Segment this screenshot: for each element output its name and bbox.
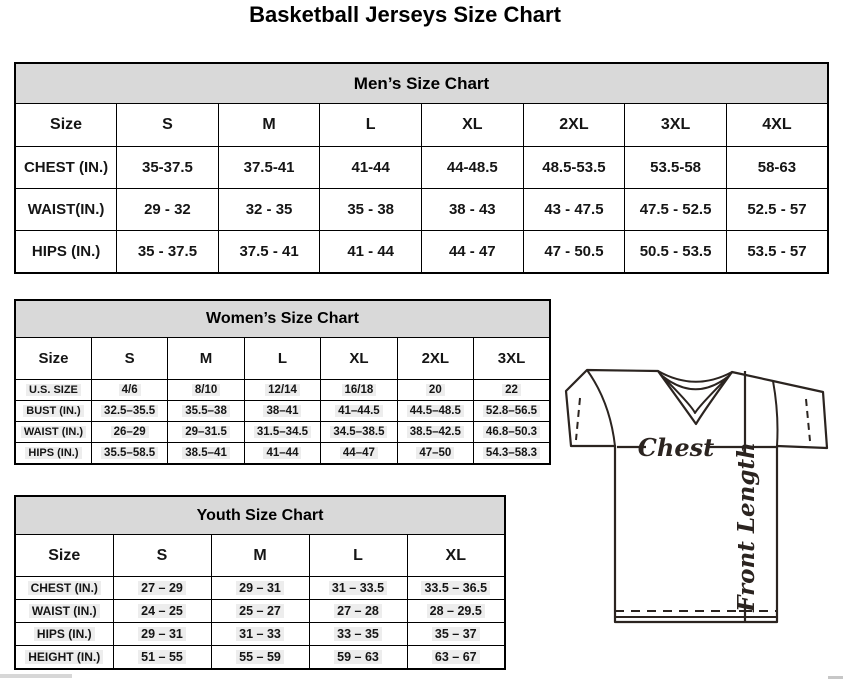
measurement-row — [15, 401, 550, 422]
measurement-value-text: 41–44 — [263, 447, 301, 459]
measurement-value — [321, 380, 397, 401]
size-column-header: 4XL — [726, 104, 828, 147]
measurement-value-text: 38 - 43 — [448, 201, 496, 218]
measurement-value — [625, 189, 727, 231]
measurement-label-text: CHEST (IN.) — [28, 581, 101, 595]
measurement-value — [244, 443, 320, 465]
size-header-row — [15, 338, 550, 380]
measurement-label-text: WAIST(IN.) — [27, 201, 105, 218]
measurement-value-text: 38.5–41 — [182, 447, 230, 459]
measurement-label — [15, 600, 113, 623]
measurement-value-text: 55 – 59 — [236, 650, 284, 664]
measurement-value — [244, 401, 320, 422]
measurement-value — [211, 623, 309, 646]
measurement-row — [15, 443, 550, 465]
measurement-row — [15, 422, 550, 443]
size-column-header: 3XL — [625, 104, 727, 147]
measurement-value-text: 29 – 31 — [138, 627, 186, 641]
measurement-value — [113, 623, 211, 646]
measurement-label-text: U.S. SIZE — [26, 384, 81, 396]
measurement-value — [168, 443, 244, 465]
measurement-value-text: 46.8–50.3 — [483, 426, 540, 438]
measurement-value-text: 27 – 28 — [334, 604, 382, 618]
measurement-value — [320, 189, 422, 231]
measurement-value — [422, 231, 524, 274]
measurement-value — [397, 422, 473, 443]
measurement-value — [321, 443, 397, 465]
measurement-label — [15, 623, 113, 646]
table-title-row — [15, 496, 505, 535]
size-column-header: S — [91, 338, 167, 380]
measurement-value — [523, 231, 625, 274]
measurement-value — [726, 231, 828, 274]
measurement-label-text: CHEST (IN.) — [23, 159, 109, 176]
measurement-value-text: 47 - 50.5 — [544, 243, 604, 260]
measurement-value — [309, 600, 407, 623]
measurement-label — [15, 401, 91, 422]
measurement-label — [15, 422, 91, 443]
measurement-value — [244, 422, 320, 443]
measurement-label — [15, 231, 117, 274]
measurement-value-text: 29–31.5 — [182, 426, 230, 438]
measurement-value-text: 27 – 29 — [138, 581, 186, 595]
table-title: Women’s Size Chart — [15, 300, 550, 338]
measurement-value — [91, 422, 167, 443]
measurement-value-text: 43 - 47.5 — [544, 201, 604, 218]
measurement-value-text: 22 — [502, 384, 521, 396]
measurement-row — [15, 231, 828, 274]
measurement-value — [726, 147, 828, 189]
measurement-value-text: 31 – 33.5 — [329, 581, 387, 595]
measurement-value-text: 33.5 – 36.5 — [421, 581, 490, 595]
measurement-value — [625, 147, 727, 189]
size-column-header: S — [117, 104, 219, 147]
table-title-row — [15, 63, 828, 104]
measurement-value-text: 52.8–56.5 — [483, 405, 540, 417]
measurement-row — [15, 147, 828, 189]
measurement-value-text: 50.5 - 53.5 — [639, 243, 712, 260]
measurement-value-text: 47.5 - 52.5 — [639, 201, 712, 218]
measurement-value-text: 48.5-53.5 — [542, 159, 606, 176]
measurement-row — [15, 380, 550, 401]
measurement-label-text: HIPS (IN.) — [34, 627, 95, 641]
measurement-value-text: 38.5–42.5 — [407, 426, 464, 438]
measurement-value-text: 16/18 — [342, 384, 377, 396]
measurement-value — [474, 443, 550, 465]
measurement-value — [113, 646, 211, 670]
chest-label: Chest — [637, 433, 715, 462]
table-title: Youth Size Chart — [15, 496, 505, 535]
size-header-row — [15, 104, 828, 147]
measurement-label-text: WAIST (IN.) — [21, 426, 86, 438]
measurement-value-text: 41–44.5 — [335, 405, 383, 417]
measurement-value — [309, 577, 407, 600]
measurement-value-text: 29 - 32 — [144, 201, 191, 218]
measurement-value-text: 59 – 63 — [334, 650, 382, 664]
measurement-value-text: 33 – 35 — [334, 627, 382, 641]
size-column-header: 2XL — [523, 104, 625, 147]
measurement-value — [113, 600, 211, 623]
measurement-value-text: 63 – 67 — [432, 650, 480, 664]
measurement-value-text: 24 – 25 — [138, 604, 186, 618]
measurement-value-text: 29 – 31 — [236, 581, 284, 595]
measurement-value-text: 47–50 — [416, 447, 454, 459]
size-label-cell: Size — [15, 535, 113, 577]
measurement-label-text: HIPS (IN.) — [31, 243, 101, 260]
measurement-label — [15, 380, 91, 401]
measurement-label-text: HIPS (IN.) — [25, 447, 81, 459]
size-column-header: M — [168, 338, 244, 380]
measurement-value-text: 12/14 — [265, 384, 300, 396]
measurement-value-text: 58-63 — [757, 159, 797, 176]
youth-size-chart — [14, 495, 506, 670]
cropped-element-bottom-left — [0, 674, 72, 678]
collar-ribbing — [658, 371, 732, 413]
measurement-value — [117, 147, 219, 189]
size-column-header: L — [244, 338, 320, 380]
measurement-value-text: 31.5–34.5 — [254, 426, 311, 438]
measurement-label — [15, 577, 113, 600]
measurement-value-text: 25 – 27 — [236, 604, 284, 618]
size-column-header: L — [320, 104, 422, 147]
measurement-label — [15, 646, 113, 670]
measurement-value-text: 26–29 — [111, 426, 149, 438]
measurement-value — [320, 231, 422, 274]
measurement-value-text: 32.5–35.5 — [101, 405, 158, 417]
size-column-header: M — [218, 104, 320, 147]
measurement-value — [474, 401, 550, 422]
measurement-value — [218, 231, 320, 274]
size-label-cell: Size — [15, 338, 91, 380]
measurement-value-text: 44.5–48.5 — [407, 405, 464, 417]
size-column-header: S — [113, 535, 211, 577]
measurement-value — [168, 380, 244, 401]
measurement-value — [625, 231, 727, 274]
measurement-value — [211, 577, 309, 600]
measurement-value-text: 44 - 47 — [448, 243, 496, 260]
measurement-label-text: BUST (IN.) — [23, 405, 83, 417]
measurement-value-text: 53.5 - 57 — [747, 243, 807, 260]
measurement-value-text: 4/6 — [119, 384, 141, 396]
size-column-header: L — [309, 535, 407, 577]
mens-size-chart — [14, 62, 829, 274]
size-column-header: XL — [422, 104, 524, 147]
measurement-value — [117, 189, 219, 231]
size-label-cell: Size — [15, 104, 117, 147]
measurement-value-text: 20 — [426, 384, 445, 396]
front-length-label: Front Length — [733, 442, 760, 612]
measurement-value-text: 34.5–38.5 — [330, 426, 387, 438]
measurement-value-text: 41 - 44 — [347, 243, 395, 260]
measurement-row — [15, 600, 505, 623]
size-column-header: 3XL — [474, 338, 550, 380]
measurement-value — [474, 422, 550, 443]
measurement-value — [397, 380, 473, 401]
measurement-value — [474, 380, 550, 401]
measurement-label — [15, 147, 117, 189]
page-title: Basketball Jerseys Size Chart — [249, 2, 561, 27]
table-title-row — [15, 300, 550, 338]
measurement-value — [321, 422, 397, 443]
size-column-header: XL — [321, 338, 397, 380]
measurement-value — [726, 189, 828, 231]
measurement-value — [309, 623, 407, 646]
measurement-value-text: 41-44 — [351, 159, 390, 176]
measurement-value — [397, 401, 473, 422]
measurement-value — [407, 577, 505, 600]
measurement-value-text: 38–41 — [263, 405, 301, 417]
measurement-value — [407, 623, 505, 646]
measurement-value — [117, 231, 219, 274]
measurement-value — [218, 189, 320, 231]
measurement-value — [523, 189, 625, 231]
measurement-value — [422, 147, 524, 189]
measurement-value-text: 35-37.5 — [142, 159, 193, 176]
womens-size-chart — [14, 299, 551, 465]
table-title: Men’s Size Chart — [15, 63, 828, 104]
measurement-row — [15, 646, 505, 670]
measurement-value — [244, 380, 320, 401]
measurement-label — [15, 189, 117, 231]
measurement-value — [397, 443, 473, 465]
measurement-value — [407, 600, 505, 623]
measurement-value — [321, 401, 397, 422]
measurement-value-text: 35.5–58.5 — [101, 447, 158, 459]
measurement-label-text: HEIGHT (IN.) — [25, 650, 103, 664]
size-column-header: M — [211, 535, 309, 577]
measurement-value-text: 51 – 55 — [138, 650, 186, 664]
measurement-value-text: 31 – 33 — [236, 627, 284, 641]
measurement-value-text: 8/10 — [192, 384, 220, 396]
measurement-value — [407, 646, 505, 670]
measurement-value-text: 37.5 - 41 — [239, 243, 299, 260]
measurement-value-text: 52.5 - 57 — [747, 201, 807, 218]
measurement-value-text: 54.3–58.3 — [483, 447, 540, 459]
measurement-value-text: 28 – 29.5 — [427, 604, 485, 618]
measurement-value — [211, 646, 309, 670]
measurement-value — [422, 189, 524, 231]
measurement-value-text: 32 - 35 — [245, 201, 293, 218]
measurement-value — [211, 600, 309, 623]
measurement-value — [91, 401, 167, 422]
measurement-row — [15, 189, 828, 231]
measurement-value-text: 44-48.5 — [446, 159, 498, 176]
measurement-value — [309, 646, 407, 670]
measurement-label — [15, 443, 91, 465]
measurement-value — [523, 147, 625, 189]
size-column-header: XL — [407, 535, 505, 577]
measurement-value-text: 35 - 37.5 — [137, 243, 198, 260]
size-column-header: 2XL — [397, 338, 473, 380]
measurement-value — [91, 443, 167, 465]
measurement-value-text: 35 – 37 — [432, 627, 480, 641]
size-header-row — [15, 535, 505, 577]
measurement-row — [15, 623, 505, 646]
jersey-measurement-diagram — [556, 362, 838, 630]
measurement-value-text: 35.5–38 — [182, 405, 230, 417]
measurement-value — [218, 147, 320, 189]
measurement-value-text: 53.5-58 — [650, 159, 701, 176]
measurement-value — [168, 422, 244, 443]
jersey-outline-shape — [566, 370, 827, 622]
measurement-value — [168, 401, 244, 422]
measurement-value — [91, 380, 167, 401]
measurement-value — [320, 147, 422, 189]
measurement-value — [113, 577, 211, 600]
measurement-value-text: 35 - 38 — [347, 201, 395, 218]
measurement-value-text: 37.5-41 — [243, 159, 295, 176]
measurement-label-text: WAIST (IN.) — [29, 604, 100, 618]
measurement-row — [15, 577, 505, 600]
measurement-value-text: 44–47 — [340, 447, 378, 459]
